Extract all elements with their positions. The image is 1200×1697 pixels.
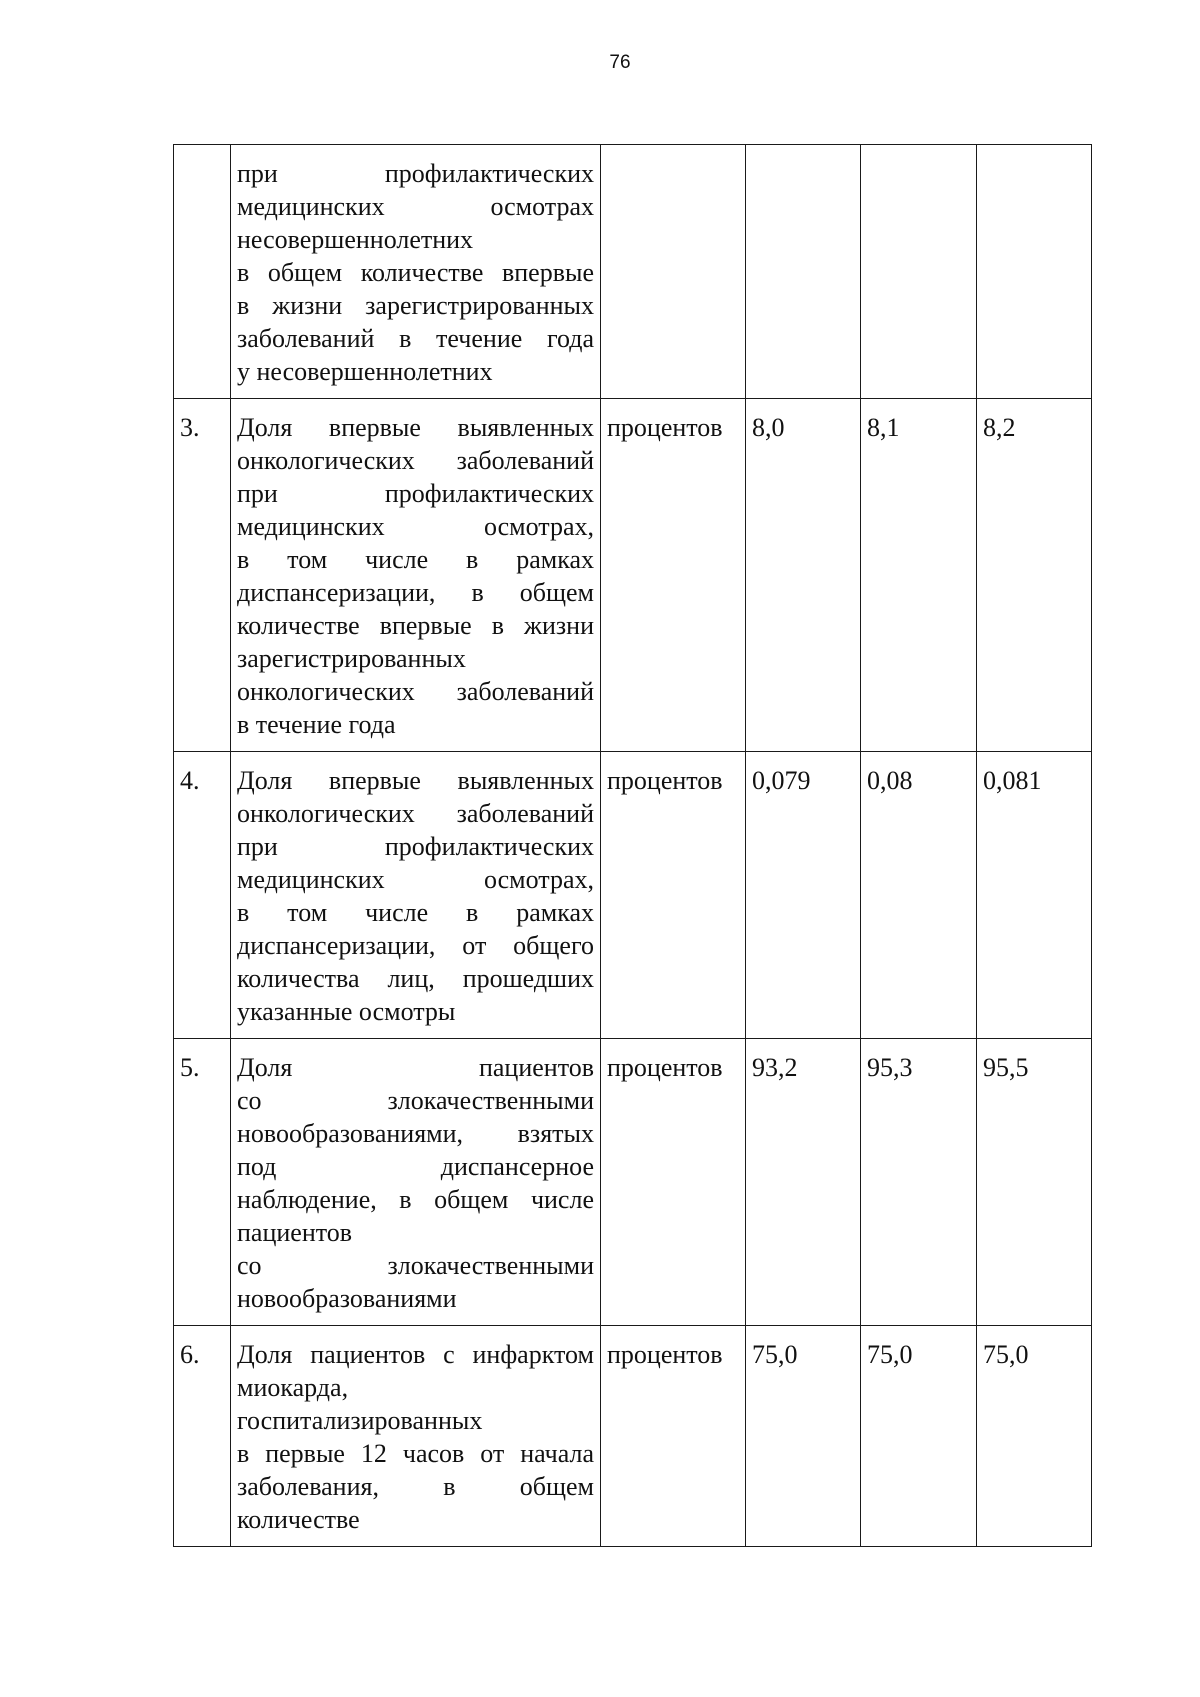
indicator-name-line: Доля впервые выявленных: [237, 413, 594, 442]
indicator-name-line: заболевания, в общем: [237, 1472, 594, 1501]
value-cell-1: 75,0: [746, 1326, 861, 1547]
indicator-name-line: при профилактических: [237, 159, 594, 188]
value-cell-1: 93,2: [746, 1039, 861, 1326]
indicator-name-line: пациентов: [237, 1218, 353, 1247]
indicators-table: [173, 144, 1092, 1547]
unit-cell: процентов: [601, 1326, 746, 1547]
indicator-name-line: госпитализированных: [237, 1406, 483, 1435]
unit-cell: [601, 145, 746, 399]
indicator-name-line: со злокачественными: [237, 1086, 594, 1115]
indicator-name-line: онкологических заболеваний: [237, 446, 594, 475]
indicator-name-line: в течение года: [237, 710, 396, 739]
indicator-name-line: при профилактических: [237, 479, 594, 508]
indicator-name-line: Доля пациентов: [237, 1053, 594, 1082]
indicator-name-line: количества лиц, прошедших: [237, 964, 594, 993]
indicator-name-cell: [231, 1039, 601, 1326]
value-cell-3: 0,081: [977, 752, 1092, 1039]
indicator-name-line: в общем количестве впервые: [237, 258, 594, 287]
value-cell-3: 95,5: [977, 1039, 1092, 1326]
table-row: [174, 752, 1092, 1039]
value-cell-2: 8,1: [861, 399, 977, 752]
row-number-cell: 4.: [174, 752, 231, 1039]
indicator-name-line: наблюдение, в общем числе: [237, 1185, 594, 1214]
value-cell-3: 8,2: [977, 399, 1092, 752]
indicator-name-cell: [231, 399, 601, 752]
value-cell-2: [861, 145, 977, 399]
indicator-name-line: новообразованиями, взятых: [237, 1119, 594, 1148]
unit-cell: процентов: [601, 752, 746, 1039]
indicator-name-line: указанные осмотры: [237, 997, 456, 1026]
indicator-name-line: зарегистрированных: [237, 644, 466, 673]
indicator-name-line: со злокачественными: [237, 1251, 594, 1280]
unit-cell: процентов: [601, 399, 746, 752]
indicator-name-line: диспансеризации, в общем: [237, 578, 594, 607]
indicator-name-line: медицинских осмотрах: [237, 192, 594, 221]
indicator-name-line: несовершеннолетних: [237, 225, 474, 254]
value-cell-1: [746, 145, 861, 399]
row-number-cell: [174, 145, 231, 399]
indicator-name-line: онкологических заболеваний: [237, 677, 594, 706]
indicator-name-line: в том числе в рамках: [237, 545, 594, 574]
indicator-name-line: в жизни зарегистрированных: [237, 291, 594, 320]
value-cell-3: [977, 145, 1092, 399]
indicator-name-line: под диспансерное: [237, 1152, 594, 1181]
page-number: 76: [609, 52, 631, 73]
value-cell-2: 0,08: [861, 752, 977, 1039]
row-number-cell: 3.: [174, 399, 231, 752]
table-row: [174, 145, 1092, 399]
table-row: [174, 1039, 1092, 1326]
row-number-cell: 6.: [174, 1326, 231, 1547]
indicator-name-line: заболеваний в течение года: [237, 324, 594, 353]
indicator-name-line: количестве впервые в жизни: [237, 611, 594, 640]
indicator-name-line: онкологических заболеваний: [237, 799, 594, 828]
indicator-name-line: при профилактических: [237, 832, 594, 861]
table-row: [174, 1326, 1092, 1547]
indicator-name-line: количестве: [237, 1505, 360, 1534]
value-cell-3: 75,0: [977, 1326, 1092, 1547]
table-row: [174, 399, 1092, 752]
indicator-name-line: новообразованиями: [237, 1284, 457, 1313]
indicator-name-cell: [231, 145, 601, 399]
indicator-name-line: миокарда,: [237, 1373, 349, 1402]
indicator-name-line: у несовершеннолетних: [237, 357, 493, 386]
indicator-name-line: Доля пациентов с инфарктом: [237, 1340, 594, 1369]
indicator-name-line: диспансеризации, от общего: [237, 931, 594, 960]
value-cell-2: 95,3: [861, 1039, 977, 1326]
value-cell-1: 0,079: [746, 752, 861, 1039]
row-number-cell: 5.: [174, 1039, 231, 1326]
indicator-name-line: в первые 12 часов от начала: [237, 1439, 594, 1468]
indicator-name-cell: [231, 1326, 601, 1547]
indicator-name-line: Доля впервые выявленных: [237, 766, 594, 795]
value-cell-2: 75,0: [861, 1326, 977, 1547]
indicator-name-line: медицинских осмотрах,: [237, 512, 594, 541]
unit-cell: процентов: [601, 1039, 746, 1326]
value-cell-1: 8,0: [746, 399, 861, 752]
indicator-name-line: медицинских осмотрах,: [237, 865, 594, 894]
indicator-name-line: в том числе в рамках: [237, 898, 594, 927]
indicator-name-cell: [231, 752, 601, 1039]
